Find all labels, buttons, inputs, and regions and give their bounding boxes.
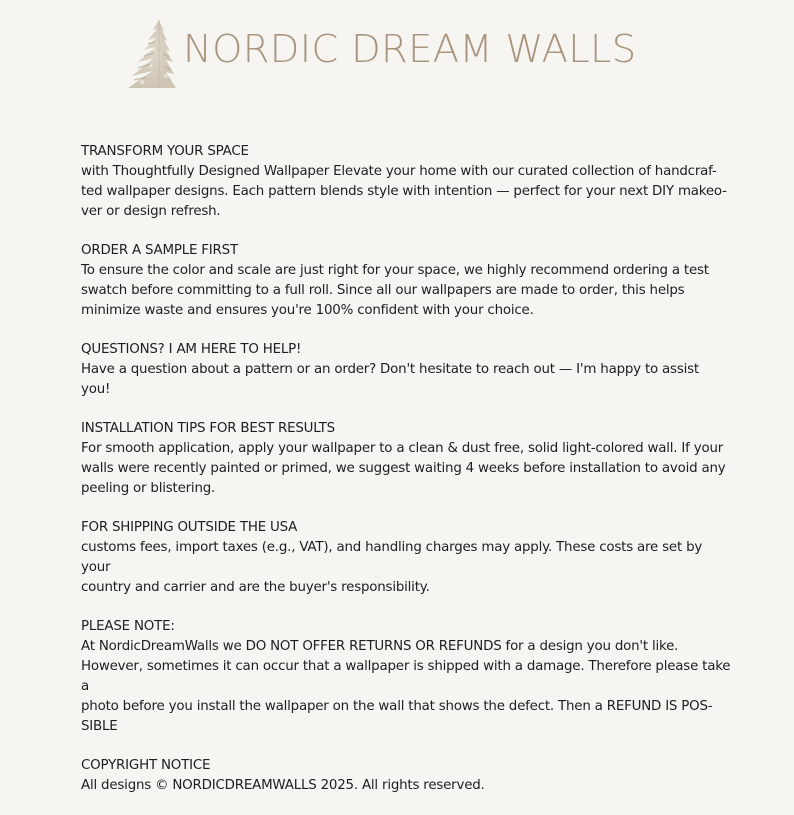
brand-title: NORDIC DREAM WALLS bbox=[183, 27, 637, 72]
info-content bbox=[81, 142, 731, 815]
section-heading: INSTALLATION TIPS FOR BEST RESULTS bbox=[81, 421, 335, 436]
section-body: with Thoughtfully Designed Wallpaper Elevate your home with our curated collection of handcraf- ted wallpaper designs. Each pattern blends style with intention — perfect for your next DIY makeo- ver or design refresh. bbox=[81, 164, 727, 219]
section-heading: FOR SHIPPING OUTSIDE THE USA bbox=[81, 520, 298, 535]
section-order-sample bbox=[81, 241, 731, 321]
section-transform-your-space bbox=[81, 142, 731, 222]
section-shipping bbox=[81, 518, 731, 598]
section-heading: PLEASE NOTE: bbox=[81, 619, 175, 634]
section-body: All designs © NORDICDREAMWALLS 2025. All rights reserved. bbox=[81, 778, 485, 793]
section-body: To ensure the color and scale are just right for your space, we highly recommend ordering a test swatch before committing to a full roll. Since all our wallpapers are made to order, this helps minimize waste and ensures you're 100% confident with your choice. bbox=[81, 263, 709, 318]
section-copyright bbox=[81, 756, 731, 796]
section-heading: ORDER A SAMPLE FIRST bbox=[81, 243, 238, 258]
section-heading: COPYRIGHT NOTICE bbox=[81, 758, 211, 773]
brand-header bbox=[0, 14, 794, 94]
section-heading: TRANSFORM YOUR SPACE bbox=[81, 144, 249, 159]
section-heading: QUESTIONS? I AM HERE TO HELP! bbox=[81, 342, 302, 357]
section-body: customs fees, import taxes (e.g., VAT), and handling charges may apply. These costs are set by your country and carrier and are the buyer's responsibility. bbox=[81, 540, 703, 595]
section-body: For smooth application, apply your wallpaper to a clean & dust free, solid light-colored wall. If your walls were recently painted or primed, we suggest waiting 4 weeks before installation to avoid any peeling or blistering. bbox=[81, 441, 726, 496]
watercolor-pine-tree-icon bbox=[124, 16, 184, 90]
section-questions bbox=[81, 340, 731, 400]
section-installation-tips bbox=[81, 419, 731, 499]
section-body: Have a question about a pattern or an order? Don't hesitate to reach out — I'm happy to assist you! bbox=[81, 362, 699, 397]
section-please-note bbox=[81, 617, 731, 737]
section-body: At NordicDreamWalls we DO NOT OFFER RETURNS OR REFUNDS for a design you don't like. However, sometimes it can occur that a wallpaper is shipped with a damage. Therefore please take a photo before you install the wallpaper on the wall that shows the defect. Then a REFUND IS POS- SIBLE bbox=[81, 639, 731, 734]
